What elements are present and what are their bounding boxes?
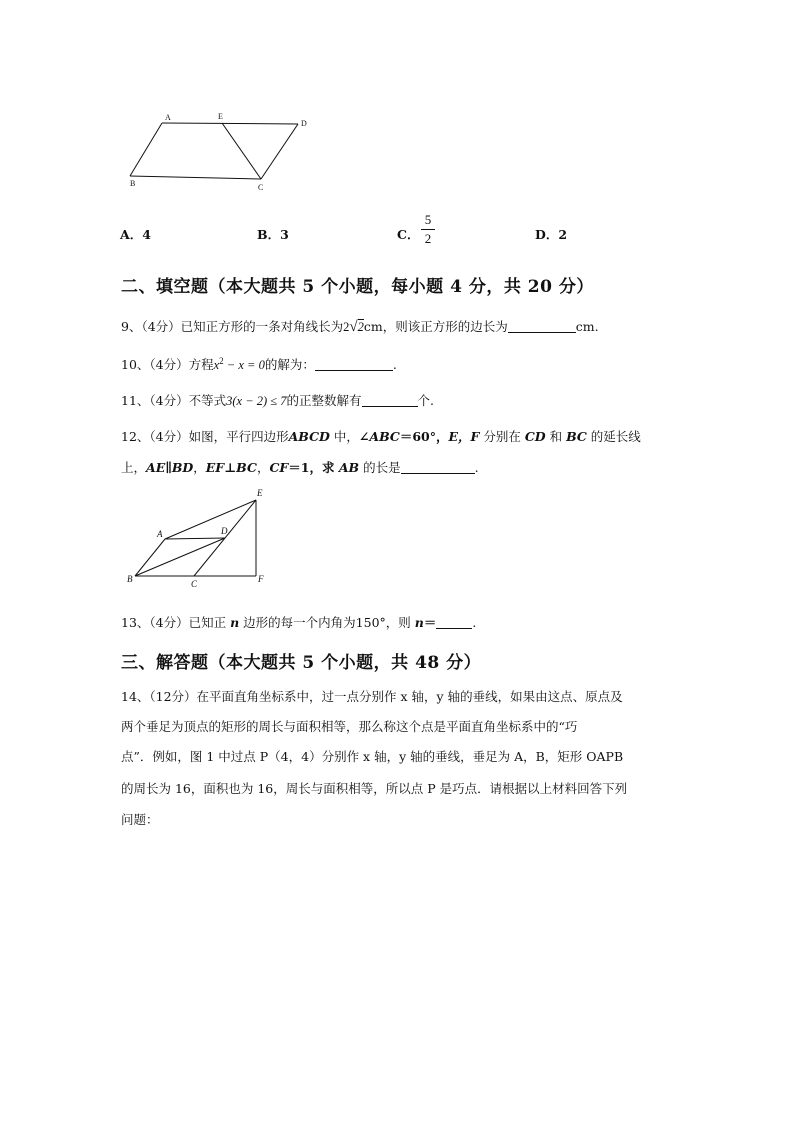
- question-14-line-1: 14、（12分）在平面直角坐标系中，过一点分别作 x 轴，y 轴的垂线，如果由这点、原点及: [121, 689, 623, 704]
- section-2-title: 二、填空题（本大题共 5 个小题，每小题 4 分，共 20 分）: [121, 277, 594, 297]
- segment-cd: [261, 124, 298, 179]
- choice-b-value: 3: [280, 227, 289, 242]
- segment-ab: [135, 539, 165, 576]
- answer-blank-13[interactable]: [436, 616, 472, 629]
- question-14-line-5: 问题：: [121, 812, 159, 827]
- label-a: A: [165, 113, 171, 122]
- segment-ae: [165, 500, 256, 539]
- section-3-title: 三、解答题（本大题共 5 个小题，共 48 分）: [121, 653, 482, 673]
- choice-c[interactable]: [397, 225, 419, 243]
- label-e: E: [218, 112, 223, 121]
- parallelogram-figure-1: [120, 108, 320, 196]
- answer-blank-9[interactable]: [508, 320, 576, 333]
- question-9: 9、（4分）已知正方形的一条对角线长为2√2cm，则该正方形的边长为 cm.: [121, 319, 599, 335]
- question-12-line-2: 上，AE∥BD，EF⊥BC，CF＝1，求 AB 的长是 .: [121, 460, 479, 475]
- answer-blank-11[interactable]: [362, 394, 418, 407]
- segment-ad: [165, 538, 225, 539]
- segment-bc: [130, 176, 261, 179]
- choice-b[interactable]: [257, 225, 289, 243]
- answer-blank-12[interactable]: [401, 461, 475, 474]
- label-b: B: [130, 179, 136, 188]
- label-e: E: [257, 488, 263, 498]
- question-12-line-1: 12、（4分）如图，平行四边形ABCD 中，∠ABC＝60°，E，F 分别在 CD 和 BC 的延长线: [121, 429, 641, 444]
- segment-bd: [135, 538, 225, 576]
- choice-d-letter: D．: [535, 227, 559, 242]
- answer-blank-10[interactable]: [315, 358, 393, 371]
- fraction-numerator: 5: [424, 212, 432, 227]
- choice-c-letter: C．: [397, 227, 420, 242]
- segment-ab: [130, 123, 162, 176]
- choice-d[interactable]: [535, 225, 567, 243]
- choice-c-fraction: [421, 212, 435, 247]
- question-14-line-3: 点”．例如，图 1 中过点 P（4，4）分别作 x 轴，y 轴的垂线，垂足为 A，B，矩形 OAPB: [121, 749, 624, 764]
- segment-ad: [162, 123, 298, 124]
- label-a: A: [157, 529, 163, 539]
- question-10: 10、（4分）方程$x^2 - x = 0$的解为： .: [121, 355, 397, 372]
- question-13: 13、（4分）已知正 n 边形的每一个内角为150°，则 n＝ .: [121, 615, 477, 630]
- question-14-line-4: 的周长为 16，面积也为 16，周长与面积相等，所以点 P 是巧点．请根据以上材料回答下列: [121, 781, 628, 796]
- question-14-line-2: 两个垂足为顶点的矩形的周长与面积相等，那么称这个点是平面直角坐标系中的“巧: [121, 719, 578, 734]
- label-b: B: [127, 574, 133, 584]
- label-d: D: [221, 526, 228, 536]
- label-f: F: [258, 574, 264, 584]
- choice-b-letter: B．: [257, 227, 281, 242]
- label-c: C: [191, 579, 198, 589]
- question-11: 11、（4分）不等式3(x − 2) ≤ 7的正整数解有 个.: [121, 393, 435, 408]
- label-d: D: [301, 119, 307, 128]
- fraction-denominator: 2: [424, 231, 432, 246]
- label-c: C: [258, 183, 264, 192]
- choice-a-value: 4: [142, 227, 151, 242]
- parallelogram-figure-2: [122, 486, 272, 590]
- choice-a[interactable]: [120, 225, 151, 243]
- choice-d-value: 2: [558, 227, 568, 242]
- segment-ec: [222, 123, 261, 179]
- choice-a-letter: A．: [120, 227, 143, 242]
